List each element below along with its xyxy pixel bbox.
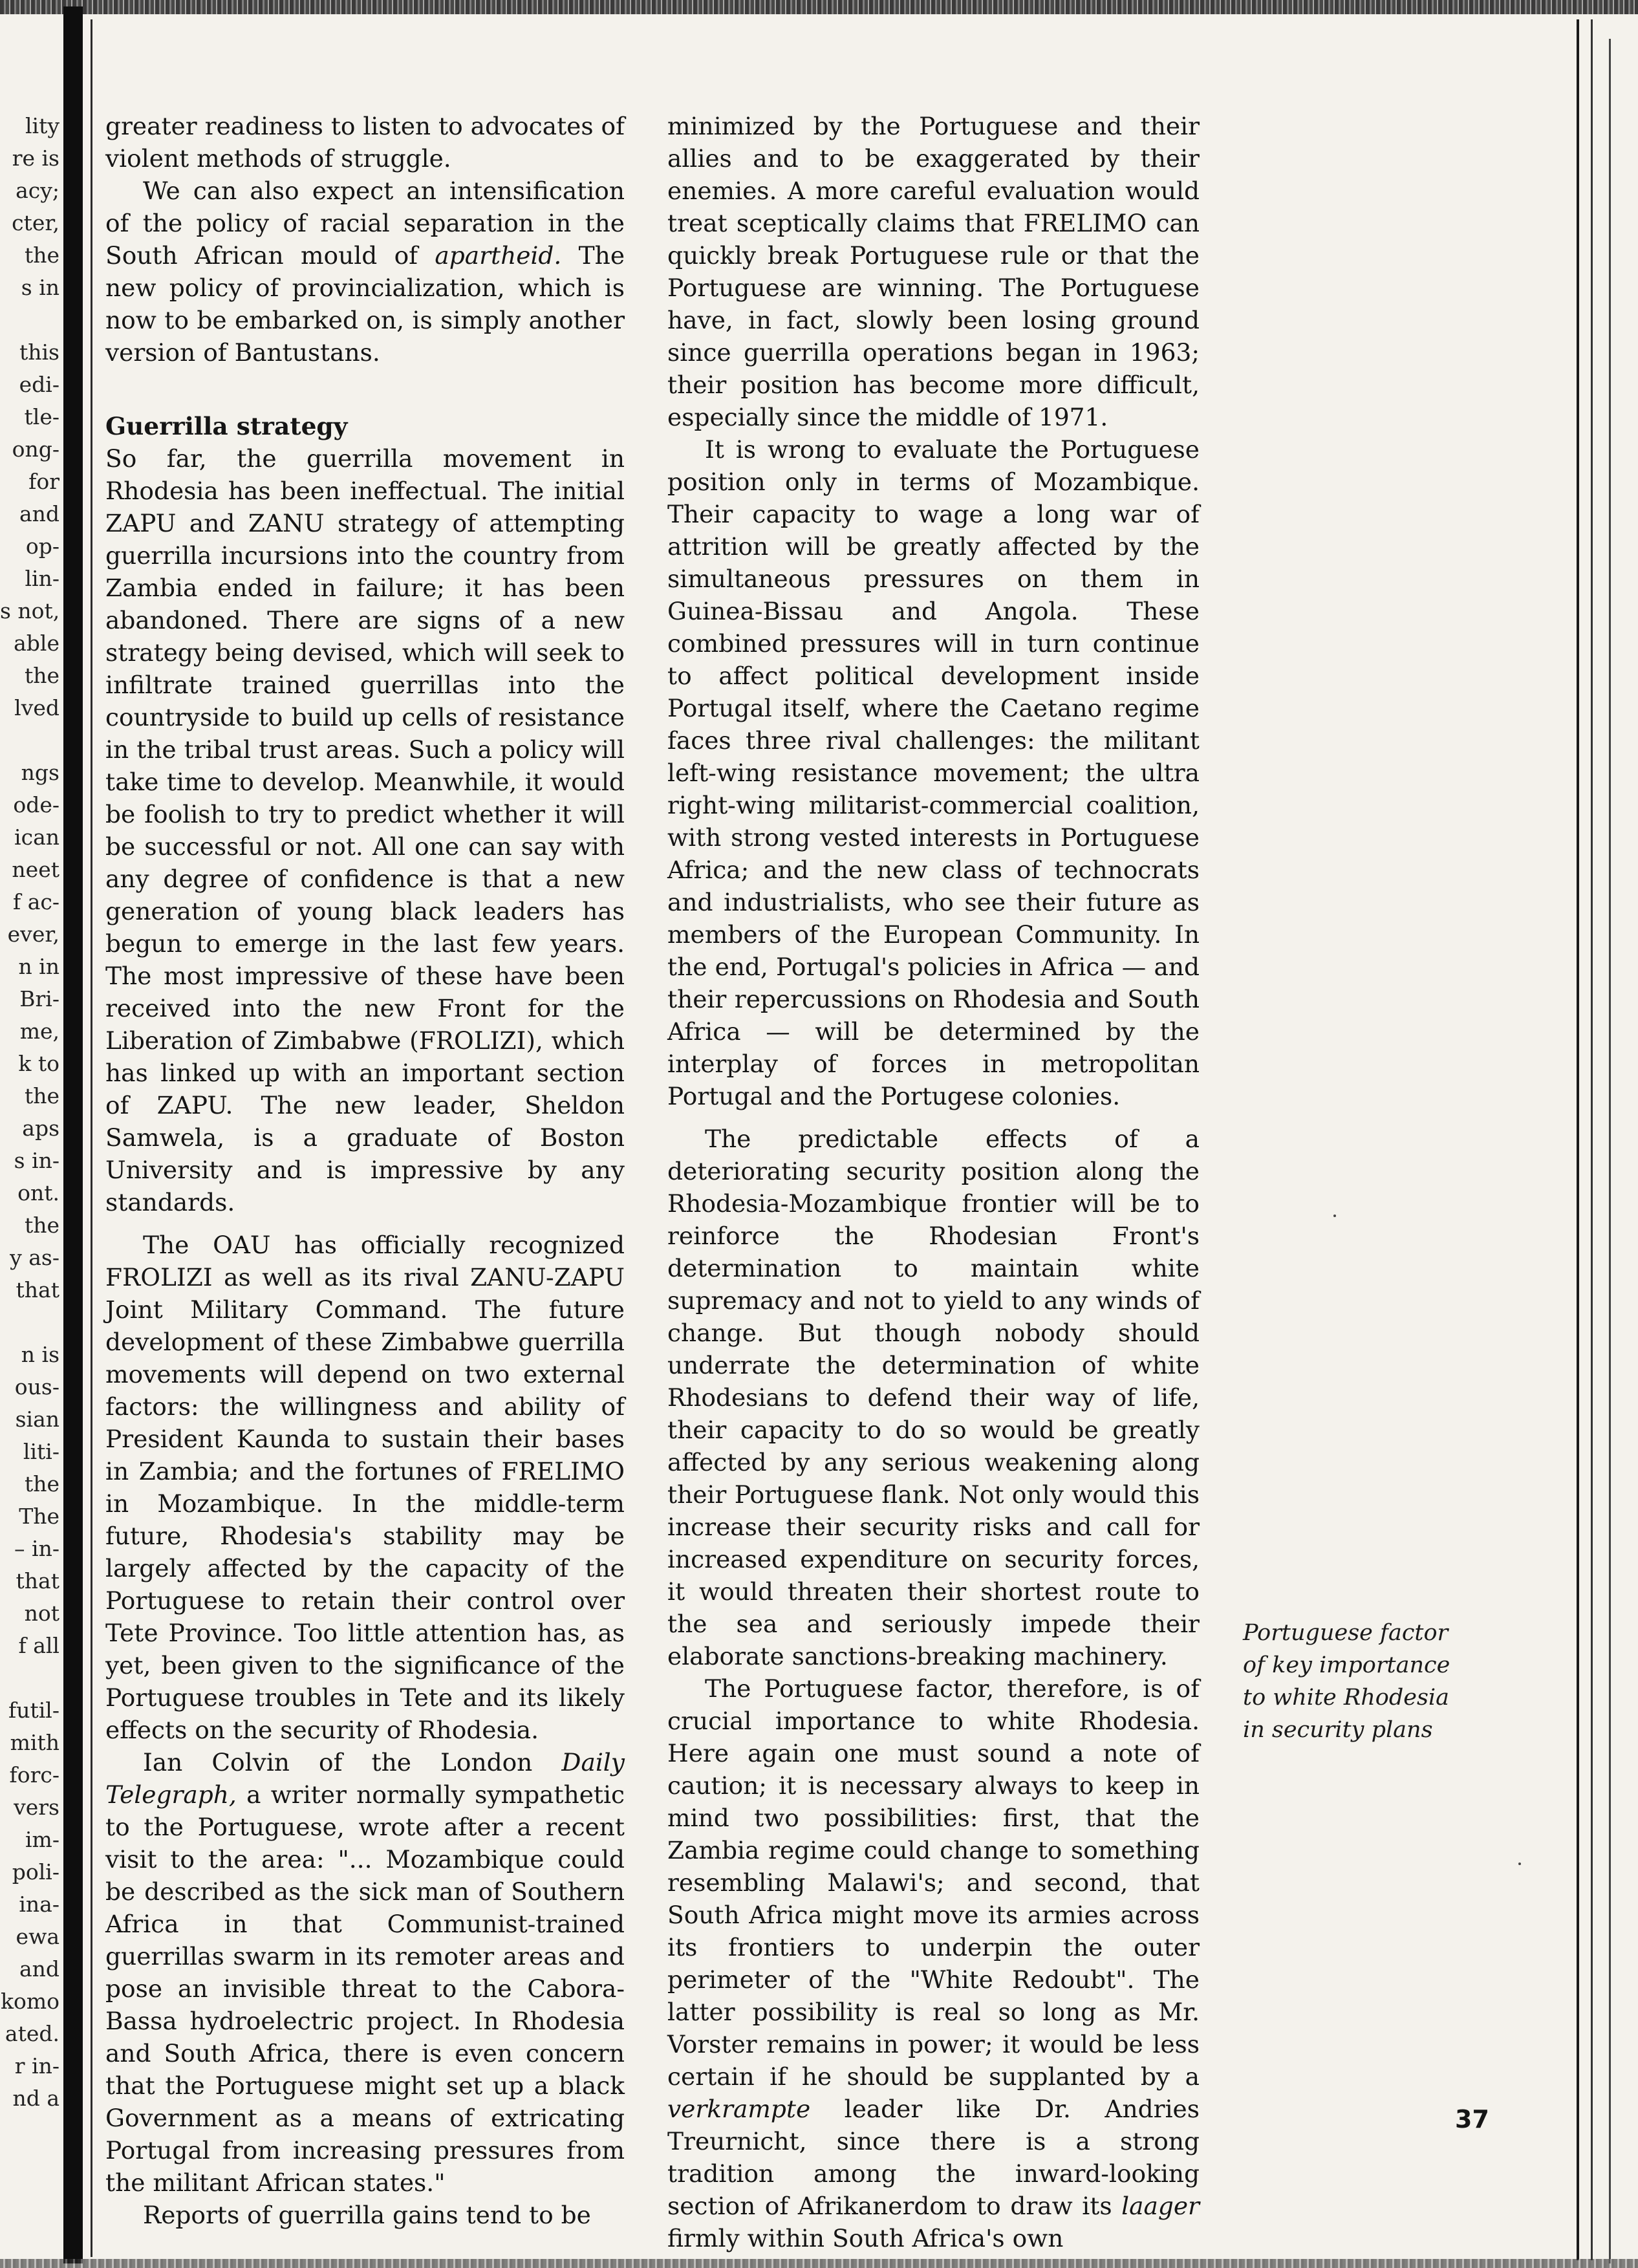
previous-page-fragment: cter, bbox=[12, 210, 59, 235]
previous-page-fragment: s in bbox=[21, 275, 59, 300]
page-edge-rule-2 bbox=[1591, 19, 1593, 2260]
margin-note-line: Portuguese factor bbox=[1243, 1620, 1449, 1646]
previous-page-fragment: lin- bbox=[25, 566, 59, 591]
previous-page-fragment: for bbox=[28, 469, 59, 494]
previous-page-fragment: the bbox=[24, 1471, 59, 1496]
page-edge-rule bbox=[1577, 19, 1579, 2260]
previous-page-fragment: ina- bbox=[19, 1892, 59, 1917]
previous-page-fragment: ong- bbox=[12, 437, 59, 462]
previous-page-fragment: this bbox=[19, 340, 59, 365]
previous-page-fragment: f ac- bbox=[12, 889, 59, 914]
paragraph-factor-text-end: firmly within South Africa's own bbox=[667, 2224, 1064, 2252]
paragraph-factor-text-mid: leader like Dr. Andries Treurnicht, since there is a strong tradition among the inward-looking section of Afrikanerdom to draw its bbox=[667, 2095, 1200, 2220]
previous-page-fragment: ever, bbox=[7, 922, 59, 947]
previous-page-fragment: liti- bbox=[23, 1439, 59, 1464]
previous-page-fragment: neet bbox=[12, 857, 59, 882]
previous-page-fragment: ican bbox=[14, 825, 59, 850]
previous-page-fragment: r in- bbox=[14, 2053, 59, 2079]
margin-note-line: to white Rhodesia bbox=[1243, 1685, 1449, 1711]
page-edge-rule-3 bbox=[1609, 39, 1611, 2263]
previous-page-fragment: able bbox=[14, 631, 59, 656]
paragraph-factor-text: The Portuguese factor, therefore, is of crucial importance to white Rhodesia. Here again one must sound a note of caution; it is necessary always to keep in mind two possibilities: first, that the Zambia regime could change to something resembling Malawi's; and second, that South Africa might move its armies across its frontiers to underpin the outer perimeter of the "White Redoubt". The latter possibility is real so long as Mr. Vorster remains in power; it would be less certain if he should be supplanted by a bbox=[667, 1674, 1200, 2091]
previous-page-fragment: the bbox=[24, 243, 59, 268]
previous-page-fragment: nd a bbox=[12, 2086, 59, 2111]
newspaper-title: Daily Telegraph, bbox=[105, 1748, 625, 1809]
previous-page-fragment: f all bbox=[18, 1633, 59, 1658]
previous-page-fragment: forc- bbox=[9, 1762, 59, 1787]
previous-page-fragment: and bbox=[19, 501, 59, 526]
paragraph-portuguese-factor bbox=[667, 1672, 1200, 2254]
fragment-gap bbox=[0, 724, 59, 757]
previous-page-fragment: komo bbox=[0, 1989, 59, 2014]
apartheid-emphasis: apartheid. bbox=[435, 241, 562, 270]
laager-emphasis: laager bbox=[1121, 2192, 1200, 2220]
previous-page-fragment: that bbox=[16, 1568, 59, 1593]
section-heading: Guerrilla strategy bbox=[105, 412, 348, 440]
previous-page-fragment: me, bbox=[19, 1019, 59, 1044]
previous-page-fragment: ngs bbox=[21, 760, 59, 785]
previous-page-fragment: that bbox=[16, 1277, 59, 1302]
paragraph-predictable-effects: The predictable effects of a deteriorating security position along the Rhodesia-Mozambique frontier will be to reinforce the Rhodesian Front's determination to maintain white supremacy and not to yield to any winds of change. But though nobody should underrate the determination of white Rhodesians to defend their way of life, their capacity to do so would be greatly affected by any serious weakening along their Portuguese flank. Not only would this increase their security risks and call for increased expenditure on security forces, it would threaten their shortest route to the sea and seriously impede their elaborate sanctions-breaking machinery. bbox=[667, 1125, 1200, 1670]
paragraph-colvin-text: Ian Colvin of the London bbox=[143, 1748, 562, 1777]
previous-page-fragment: re is bbox=[12, 146, 59, 171]
previous-page-fragment: sian bbox=[15, 1407, 59, 1432]
paragraph-apartheid-text: We can also expect an intensification of the policy of racial separation in the South African mould of bbox=[105, 177, 625, 270]
scan-edge-top bbox=[0, 0, 1638, 14]
previous-page-fragment: the bbox=[24, 663, 59, 688]
text-column-left bbox=[105, 110, 625, 2231]
previous-page-fragment: edi- bbox=[19, 372, 59, 397]
fragment-gap bbox=[0, 1662, 59, 1694]
paragraph-opening: greater readiness to listen to advocates of violent methods of struggle. bbox=[105, 112, 625, 173]
scan-speck bbox=[1518, 1863, 1521, 1865]
previous-page-fragment: n in bbox=[18, 954, 59, 979]
previous-page-fragment: y as- bbox=[10, 1245, 59, 1270]
previous-page-fragment: ewa bbox=[16, 1924, 59, 1949]
previous-page-fragment: – in- bbox=[14, 1536, 59, 1561]
verkrampte-emphasis: verkrampte bbox=[667, 2095, 811, 2123]
previous-page-fragment: the bbox=[24, 1213, 59, 1238]
page-number: 37 bbox=[1455, 2105, 1489, 2133]
previous-page-fragment: ated. bbox=[5, 2021, 59, 2046]
previous-page-fragment: vers bbox=[14, 1795, 59, 1820]
gutter-shadow-line bbox=[91, 19, 92, 2257]
paragraph-continued: minimized by the Portuguese and their allies and to be exaggerated by their enemies. A more careful evaluation would treat sceptically claims that FRELIMO can quickly break Portuguese rule or that the Portuguese are winning. The Portuguese have, in fact, slowly been losing ground since guerrilla operations began in 1963; their position has become more difficult, especially since the middle of 1971. bbox=[667, 112, 1200, 431]
previous-page-fragment: n is bbox=[21, 1342, 59, 1367]
scan-speck bbox=[1333, 1215, 1336, 1217]
fragment-gap bbox=[0, 304, 59, 336]
previous-page-fragment: im- bbox=[25, 1827, 59, 1852]
paragraph-reports: Reports of guerrilla gains tend to be bbox=[143, 2201, 591, 2229]
margin-note bbox=[1243, 1617, 1476, 1746]
previous-page-fragment: ous- bbox=[14, 1374, 59, 1399]
paragraph-apartheid bbox=[105, 175, 625, 369]
paragraph-strategy: So far, the guerrilla movement in Rhodesia has been ineffectual. The initial ZAPU and ZANU strategy of attempting guerrilla incursions into the country from Zambia ended in failure; it has been abandoned. There are signs of a new strategy being devised, which will seek to infiltrate trained guerrillas into the countryside to build up cells of resistance in the tribal trust areas. Such a policy will take time to develop. Meanwhile, it would be foolish to try to predict whether it will be successful or not. All one can say with any degree of confidence is that a new generation of young black leaders has begun to emerge in the last few years. The most impressive of these have been received into the new Front for the Liberation of Zimbabwe (FROLIZI), which has linked up with an important section of ZAPU. The new leader, Sheldon Samwela, is a graduate of Boston University and is impressive by any standards. bbox=[105, 444, 625, 1216]
previous-page-fragment: k to bbox=[18, 1051, 59, 1076]
paragraph-colvin-quote: a writer normally sympathetic to the Portuguese, wrote after a recent visit to the area: "... Mozambique could be described as the sick man of Southern Africa in that Communist-trained guerrillas swarm in its remoter areas and pose an invisible threat to the Cabora-Bassa hydroelectric project. In Rhodesia and South Africa, there is even concern that the Portuguese might set up a black Government as a means of extricating Portugal from increasing pressures from the militant African states." bbox=[105, 1780, 625, 2197]
paragraph-wrong-evaluation: It is wrong to evaluate the Portuguese position only in terms of Mozambique. Their capacity to wage a long war of attrition will be greatly affected by the simultaneous pressures on them in Guinea-Bissau and Angola. These combined pressures will in turn continue to affect political development inside Portugal itself, where the Caetano regime faces three rival challenges: the militant left-wing resistance movement; the ultra right-wing militarist-commercial coalition, with strong vested interests in Portuguese Africa; and the new class of technocrats and industrialists, who see their future as members of the European Community. In the end, Portugal's policies in Africa — and their repercussions on Rhodesia and South Africa — will be determined by the interplay of forces in metropolitan Portugal and the Portugese colonies. bbox=[667, 435, 1200, 1110]
previous-page-fragment: s in- bbox=[14, 1148, 59, 1173]
previous-page-fragment: op- bbox=[25, 534, 59, 559]
previous-page-fragment: The bbox=[19, 1504, 59, 1529]
paragraph-apartheid-text-end: The new policy of provincialization, which is now to be embarked on, is simply another version of Bantustans. bbox=[105, 241, 625, 367]
previous-page-fragment: not bbox=[24, 1601, 59, 1626]
paragraph-colvin bbox=[105, 1746, 625, 2199]
previous-page-fragment: lity bbox=[25, 113, 59, 138]
previous-page-fragment: lved bbox=[14, 695, 59, 720]
previous-page-fragment: the bbox=[24, 1083, 59, 1108]
previous-page-fragment: ont. bbox=[17, 1180, 59, 1205]
previous-page-fragment-strip bbox=[0, 110, 59, 2115]
margin-note-line: of key importance bbox=[1243, 1652, 1450, 1678]
previous-page-fragment: ode- bbox=[13, 792, 59, 817]
scan-edge-bottom bbox=[0, 2259, 1638, 2268]
previous-page-fragment: poli- bbox=[12, 1859, 59, 1885]
fragment-gap bbox=[0, 1306, 59, 1339]
previous-page-fragment: futil- bbox=[8, 1698, 59, 1723]
previous-page-fragment: aps bbox=[22, 1116, 59, 1141]
margin-note-line: in security plans bbox=[1243, 1717, 1433, 1743]
previous-page-fragment: and bbox=[19, 1956, 59, 1982]
previous-page-fragment: s not, bbox=[0, 598, 59, 623]
previous-page-fragment: acy; bbox=[16, 178, 59, 203]
previous-page-fragment: tle- bbox=[24, 404, 59, 429]
paragraph-oau: The OAU has officially recognized FROLIZI as well as its rival ZANU-ZAPU Joint Military Command. The future development of these Zimbabwe guerrilla movements will depend on two external factors: the willingness and ability of President Kaunda to sustain their bases in Zambia; and the fortunes of FRELIMO in Mozambique. In the middle-term future, Rhodesia's stability may be largely affected by the capacity of the Portuguese to retain their control over Tete Province. Too little attention has, as yet, been given to the significance of the Portuguese troubles in Tete and its likely effects on the security of Rhodesia. bbox=[105, 1231, 625, 1744]
previous-page-fragment: mith bbox=[10, 1730, 59, 1755]
text-column-right bbox=[667, 110, 1200, 2254]
book-gutter bbox=[63, 6, 83, 2263]
previous-page-fragment: Bri- bbox=[19, 986, 59, 1011]
